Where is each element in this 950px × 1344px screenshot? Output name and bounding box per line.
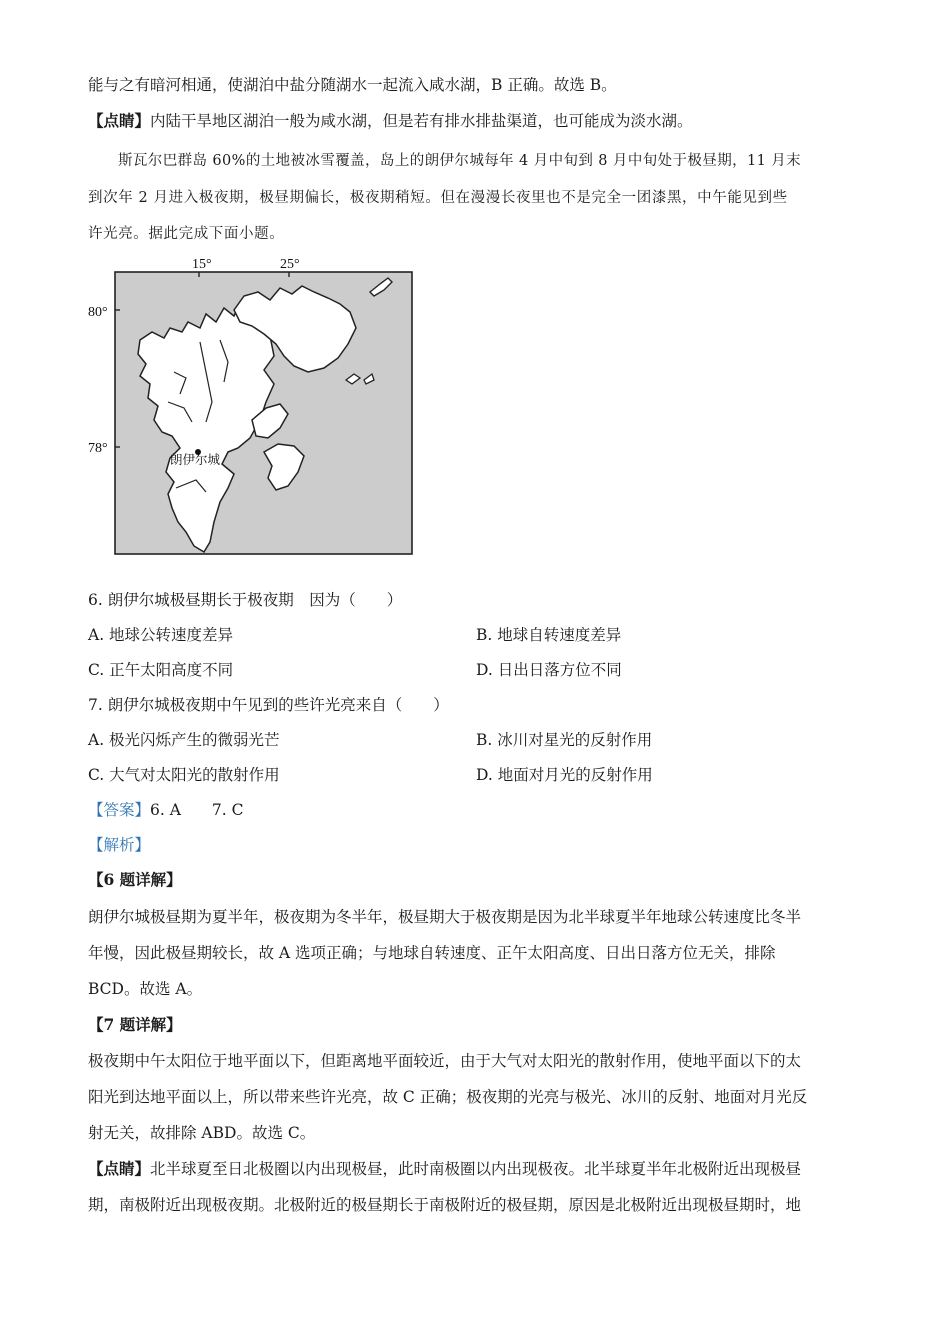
q7-option-b: B. 冰川对星光的反射作用: [476, 731, 653, 749]
city-label: 朗伊尔城: [170, 452, 221, 467]
lon-label-15: 15°: [192, 257, 212, 272]
q7-option-a: A. 极光闪烁产生的微弱光芒: [88, 731, 280, 749]
tip2-line-2: 期，南极附近出现极夜期。北极附近的极昼期长于南极附近的极昼期，原因是北极附近出现极昼期时，地: [88, 1196, 802, 1214]
tip-label: 【点睛】: [88, 111, 151, 130]
lon-label-25: 25°: [280, 257, 300, 272]
q6-stem: 6. 朗伊尔城极昼期长于极夜期 因为（ ）: [88, 591, 403, 609]
detail6-heading: 【6 题详解】: [88, 870, 182, 889]
q7-stem: 7. 朗伊尔城极夜期中午见到的些许光亮来自（ ）: [88, 696, 449, 714]
detail7-heading: 【7 题详解】: [88, 1015, 182, 1034]
passage-line-1: 斯瓦尔巴群岛 60%的土地被冰雪覆盖，岛上的朗伊尔城每年 4 月中旬到 8 月中旬处于极昼期，11 月末: [118, 153, 802, 169]
answer-label: 【答案】: [88, 801, 151, 819]
q6-option-c: C. 正午太阳高度不同: [88, 661, 234, 679]
tip2-label: 【点睛】: [88, 1159, 151, 1178]
passage-line-3: 许光亮。据此完成下面小题。: [88, 226, 285, 242]
tip-paragraph: [88, 110, 693, 132]
q7-option-c: C. 大气对太阳光的散射作用: [88, 766, 280, 784]
detail6-line-1: 朗伊尔城极昼期为夏半年，极夜期为冬半年，极昼期大于极夜期是因为北半球夏半年地球公转速度比冬半: [88, 908, 802, 926]
tip2-line-1: [88, 1158, 801, 1180]
q6-option-b: B. 地球自转速度差异: [476, 626, 622, 644]
lat-label-78: 78°: [88, 441, 108, 456]
answer-line: [88, 799, 244, 821]
detail7-line-3: 射无关，故排除 ABD。故选 C。: [88, 1124, 316, 1142]
svalbard-map: [88, 252, 418, 562]
map-figure: [88, 252, 418, 562]
tip2-text: 北半球夏至日北极圈以内出现极昼，此时南极圈以内出现极夜。北半球夏半年北极附近出现极昼: [150, 1160, 802, 1178]
detail7-line-2: 阳光到达地平面以上，所以带来些许光亮，故 C 正确；极夜期的光亮与极光、冰川的反射、地面对月光反: [88, 1088, 808, 1106]
detail6-line-3: BCD。故选 A。: [88, 980, 203, 998]
tip-text: 内陆干旱地区湖泊一般为咸水湖，但是若有排水排盐渠道，也可能成为淡水湖。: [150, 112, 693, 130]
q6-option-d: D. 日出日落方位不同: [476, 661, 622, 679]
detail7-line-1: 极夜期中午太阳位于地平面以下，但距离地平面较近，由于大气对太阳光的散射作用，使地平面以下的太: [88, 1052, 802, 1070]
lat-label-80: 80°: [88, 305, 108, 320]
passage-line-2: 到次年 2 月进入极夜期，极昼期偏长，极夜期稍短。但在漫漫长夜里也不是完全一团漆黑，中午能见到些: [88, 190, 788, 206]
analysis-label: 【解析】: [88, 836, 151, 854]
intro-line: 能与之有暗河相通，使湖泊中盐分随湖水一起流入咸水湖，B 正确。故选 B。: [88, 76, 617, 94]
q6-option-a: A. 地球公转速度差异: [88, 626, 234, 644]
answer-text: 6. A 7. C: [150, 801, 244, 819]
q7-option-d: D. 地面对月光的反射作用: [476, 766, 653, 784]
detail6-line-2: 年慢，因此极昼期较长，故 A 选项正确；与地球自转速度、正午太阳高度、日出日落方位无关，排除: [88, 944, 776, 962]
